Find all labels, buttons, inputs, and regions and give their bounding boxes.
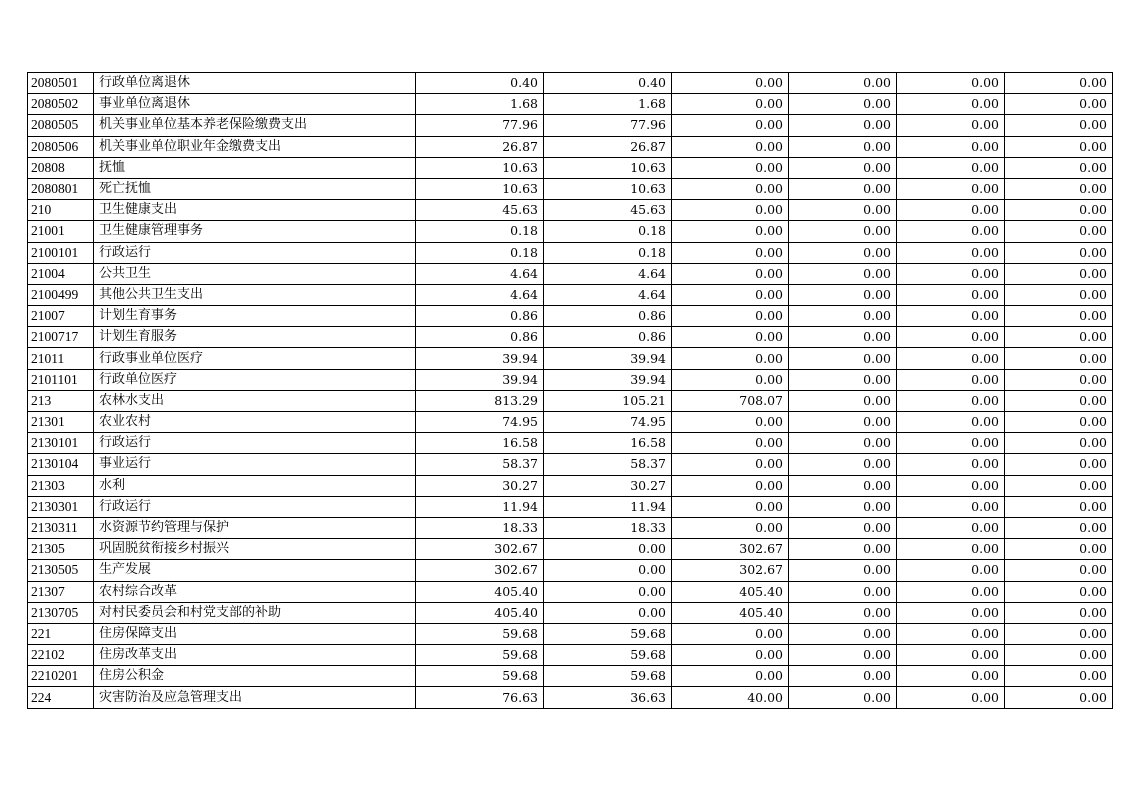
value-col-3-cell: 0.00 (672, 517, 789, 538)
value-col-5-cell: 0.00 (897, 560, 1005, 581)
account-name-cell: 对村民委员会和村党支部的补助 (94, 602, 416, 623)
value-col-4-cell: 0.00 (789, 263, 897, 284)
account-name-cell: 公共卫生 (94, 263, 416, 284)
value-col-2-cell: 0.00 (544, 581, 672, 602)
total-value-cell: 4.64 (416, 263, 544, 284)
account-code-cell: 2130101 (28, 433, 94, 454)
value-col-4-cell: 0.00 (789, 115, 897, 136)
account-name-cell: 住房保障支出 (94, 623, 416, 644)
account-name-cell: 生产发展 (94, 560, 416, 581)
value-col-2-cell: 58.37 (544, 454, 672, 475)
table-row (28, 348, 1113, 369)
budget-table-container (27, 72, 1113, 709)
total-value-cell: 58.37 (416, 454, 544, 475)
value-col-2-cell: 36.63 (544, 687, 672, 708)
value-col-6-cell: 0.00 (1005, 560, 1113, 581)
value-col-6-cell: 0.00 (1005, 645, 1113, 666)
table-row (28, 539, 1113, 560)
value-col-5-cell: 0.00 (897, 94, 1005, 115)
value-col-5-cell: 0.00 (897, 200, 1005, 221)
value-col-4-cell: 0.00 (789, 242, 897, 263)
total-value-cell: 76.63 (416, 687, 544, 708)
value-col-4-cell: 0.00 (789, 390, 897, 411)
table-row (28, 560, 1113, 581)
value-col-4-cell: 0.00 (789, 454, 897, 475)
total-value-cell: 0.18 (416, 221, 544, 242)
value-col-5-cell: 0.00 (897, 327, 1005, 348)
value-col-2-cell: 0.86 (544, 327, 672, 348)
total-value-cell: 45.63 (416, 200, 544, 221)
value-col-2-cell: 74.95 (544, 412, 672, 433)
table-row (28, 517, 1113, 538)
table-row (28, 221, 1113, 242)
table-row (28, 94, 1113, 115)
value-col-4-cell: 0.00 (789, 178, 897, 199)
value-col-5-cell: 0.00 (897, 475, 1005, 496)
value-col-4-cell: 0.00 (789, 221, 897, 242)
value-col-3-cell: 0.00 (672, 115, 789, 136)
value-col-4-cell: 0.00 (789, 645, 897, 666)
total-value-cell: 74.95 (416, 412, 544, 433)
value-col-6-cell: 0.00 (1005, 369, 1113, 390)
account-code-cell: 21301 (28, 412, 94, 433)
value-col-5-cell: 0.00 (897, 73, 1005, 94)
value-col-2-cell: 4.64 (544, 263, 672, 284)
account-name-cell: 巩固脱贫衔接乡村振兴 (94, 539, 416, 560)
account-code-cell: 21303 (28, 475, 94, 496)
value-col-6-cell: 0.00 (1005, 263, 1113, 284)
value-col-5-cell: 0.00 (897, 539, 1005, 560)
account-name-cell: 农业农村 (94, 412, 416, 433)
value-col-3-cell: 0.00 (672, 412, 789, 433)
value-col-6-cell: 0.00 (1005, 666, 1113, 687)
account-code-cell: 2130311 (28, 517, 94, 538)
total-value-cell: 4.64 (416, 284, 544, 305)
value-col-4-cell: 0.00 (789, 581, 897, 602)
account-name-cell: 住房公积金 (94, 666, 416, 687)
value-col-3-cell: 0.00 (672, 94, 789, 115)
total-value-cell: 1.68 (416, 94, 544, 115)
account-code-cell: 21307 (28, 581, 94, 602)
account-name-cell: 死亡抚恤 (94, 178, 416, 199)
total-value-cell: 0.40 (416, 73, 544, 94)
value-col-5-cell: 0.00 (897, 433, 1005, 454)
value-col-3-cell: 0.00 (672, 200, 789, 221)
value-col-2-cell: 1.68 (544, 94, 672, 115)
total-value-cell: 302.67 (416, 560, 544, 581)
account-code-cell: 2130301 (28, 496, 94, 517)
value-col-4-cell: 0.00 (789, 327, 897, 348)
value-col-2-cell: 0.00 (544, 560, 672, 581)
value-col-4-cell: 0.00 (789, 560, 897, 581)
account-name-cell: 抚恤 (94, 157, 416, 178)
value-col-2-cell: 30.27 (544, 475, 672, 496)
account-name-cell: 事业单位离退休 (94, 94, 416, 115)
value-col-6-cell: 0.00 (1005, 327, 1113, 348)
value-col-4-cell: 0.00 (789, 412, 897, 433)
account-code-cell: 221 (28, 623, 94, 644)
account-name-cell: 计划生育服务 (94, 327, 416, 348)
table-row (28, 645, 1113, 666)
account-code-cell: 2210201 (28, 666, 94, 687)
account-code-cell: 2130705 (28, 602, 94, 623)
value-col-4-cell: 0.00 (789, 517, 897, 538)
value-col-6-cell: 0.00 (1005, 348, 1113, 369)
account-name-cell: 灾害防治及应急管理支出 (94, 687, 416, 708)
value-col-3-cell: 302.67 (672, 560, 789, 581)
table-row (28, 178, 1113, 199)
account-name-cell: 行政运行 (94, 242, 416, 263)
value-col-3-cell: 0.00 (672, 306, 789, 327)
total-value-cell: 59.68 (416, 623, 544, 644)
value-col-5-cell: 0.00 (897, 369, 1005, 390)
total-value-cell: 405.40 (416, 602, 544, 623)
table-row (28, 73, 1113, 94)
value-col-5-cell: 0.00 (897, 348, 1005, 369)
value-col-5-cell: 0.00 (897, 687, 1005, 708)
account-name-cell: 行政运行 (94, 496, 416, 517)
value-col-6-cell: 0.00 (1005, 517, 1113, 538)
table-row (28, 115, 1113, 136)
account-code-cell: 224 (28, 687, 94, 708)
value-col-6-cell: 0.00 (1005, 284, 1113, 305)
value-col-4-cell: 0.00 (789, 602, 897, 623)
account-name-cell: 机关事业单位职业年金缴费支出 (94, 136, 416, 157)
value-col-4-cell: 0.00 (789, 666, 897, 687)
value-col-3-cell: 708.07 (672, 390, 789, 411)
value-col-5-cell: 0.00 (897, 517, 1005, 538)
value-col-6-cell: 0.00 (1005, 136, 1113, 157)
budget-table (27, 72, 1113, 709)
value-col-3-cell: 0.00 (672, 327, 789, 348)
account-code-cell: 210 (28, 200, 94, 221)
total-value-cell: 16.58 (416, 433, 544, 454)
account-name-cell: 行政运行 (94, 433, 416, 454)
value-col-3-cell: 0.00 (672, 348, 789, 369)
value-col-6-cell: 0.00 (1005, 242, 1113, 263)
value-col-3-cell: 0.00 (672, 475, 789, 496)
value-col-6-cell: 0.00 (1005, 390, 1113, 411)
account-name-cell: 住房改革支出 (94, 645, 416, 666)
total-value-cell: 405.40 (416, 581, 544, 602)
value-col-3-cell: 0.00 (672, 496, 789, 517)
value-col-3-cell: 302.67 (672, 539, 789, 560)
table-row (28, 263, 1113, 284)
account-name-cell: 计划生育事务 (94, 306, 416, 327)
value-col-4-cell: 0.00 (789, 200, 897, 221)
table-row (28, 157, 1113, 178)
value-col-5-cell: 0.00 (897, 412, 1005, 433)
value-col-5-cell: 0.00 (897, 115, 1005, 136)
value-col-6-cell: 0.00 (1005, 454, 1113, 475)
value-col-6-cell: 0.00 (1005, 475, 1113, 496)
account-name-cell: 卫生健康支出 (94, 200, 416, 221)
total-value-cell: 30.27 (416, 475, 544, 496)
value-col-3-cell: 0.00 (672, 645, 789, 666)
value-col-2-cell: 18.33 (544, 517, 672, 538)
value-col-2-cell: 0.00 (544, 602, 672, 623)
account-code-cell: 2130104 (28, 454, 94, 475)
value-col-5-cell: 0.00 (897, 263, 1005, 284)
value-col-3-cell: 0.00 (672, 73, 789, 94)
value-col-6-cell: 0.00 (1005, 496, 1113, 517)
value-col-6-cell: 0.00 (1005, 623, 1113, 644)
value-col-2-cell: 26.87 (544, 136, 672, 157)
value-col-2-cell: 0.18 (544, 221, 672, 242)
total-value-cell: 39.94 (416, 369, 544, 390)
value-col-6-cell: 0.00 (1005, 412, 1113, 433)
total-value-cell: 59.68 (416, 645, 544, 666)
value-col-5-cell: 0.00 (897, 306, 1005, 327)
value-col-5-cell: 0.00 (897, 666, 1005, 687)
total-value-cell: 18.33 (416, 517, 544, 538)
value-col-5-cell: 0.00 (897, 136, 1005, 157)
value-col-2-cell: 0.00 (544, 539, 672, 560)
account-code-cell: 21305 (28, 539, 94, 560)
account-name-cell: 农林水支出 (94, 390, 416, 411)
table-row (28, 390, 1113, 411)
account-name-cell: 行政单位医疗 (94, 369, 416, 390)
value-col-4-cell: 0.00 (789, 348, 897, 369)
table-row (28, 623, 1113, 644)
total-value-cell: 0.86 (416, 306, 544, 327)
value-col-4-cell: 0.00 (789, 539, 897, 560)
table-row (28, 496, 1113, 517)
account-code-cell: 2080501 (28, 73, 94, 94)
account-code-cell: 2080505 (28, 115, 94, 136)
value-col-5-cell: 0.00 (897, 157, 1005, 178)
account-code-cell: 2130505 (28, 560, 94, 581)
value-col-2-cell: 59.68 (544, 666, 672, 687)
value-col-2-cell: 45.63 (544, 200, 672, 221)
table-row (28, 687, 1113, 708)
value-col-2-cell: 0.40 (544, 73, 672, 94)
account-code-cell: 2101101 (28, 369, 94, 390)
total-value-cell: 813.29 (416, 390, 544, 411)
account-name-cell: 水利 (94, 475, 416, 496)
value-col-5-cell: 0.00 (897, 178, 1005, 199)
account-code-cell: 2080502 (28, 94, 94, 115)
table-row (28, 581, 1113, 602)
value-col-4-cell: 0.00 (789, 369, 897, 390)
account-name-cell: 事业运行 (94, 454, 416, 475)
value-col-3-cell: 0.00 (672, 284, 789, 305)
value-col-6-cell: 0.00 (1005, 94, 1113, 115)
value-col-3-cell: 0.00 (672, 433, 789, 454)
value-col-5-cell: 0.00 (897, 221, 1005, 242)
total-value-cell: 11.94 (416, 496, 544, 517)
account-code-cell: 2100717 (28, 327, 94, 348)
value-col-2-cell: 39.94 (544, 348, 672, 369)
account-code-cell: 2080801 (28, 178, 94, 199)
value-col-4-cell: 0.00 (789, 475, 897, 496)
account-code-cell: 2100101 (28, 242, 94, 263)
value-col-2-cell: 0.18 (544, 242, 672, 263)
value-col-4-cell: 0.00 (789, 687, 897, 708)
value-col-6-cell: 0.00 (1005, 602, 1113, 623)
value-col-2-cell: 105.21 (544, 390, 672, 411)
total-value-cell: 0.86 (416, 327, 544, 348)
value-col-5-cell: 0.00 (897, 454, 1005, 475)
value-col-2-cell: 10.63 (544, 157, 672, 178)
account-code-cell: 22102 (28, 645, 94, 666)
value-col-3-cell: 0.00 (672, 666, 789, 687)
total-value-cell: 10.63 (416, 157, 544, 178)
account-code-cell: 20808 (28, 157, 94, 178)
value-col-6-cell: 0.00 (1005, 221, 1113, 242)
value-col-6-cell: 0.00 (1005, 433, 1113, 454)
value-col-5-cell: 0.00 (897, 623, 1005, 644)
table-row (28, 602, 1113, 623)
value-col-5-cell: 0.00 (897, 242, 1005, 263)
table-row (28, 475, 1113, 496)
value-col-2-cell: 59.68 (544, 623, 672, 644)
account-name-cell: 农村综合改革 (94, 581, 416, 602)
value-col-6-cell: 0.00 (1005, 157, 1113, 178)
value-col-3-cell: 0.00 (672, 242, 789, 263)
value-col-2-cell: 59.68 (544, 645, 672, 666)
value-col-3-cell: 0.00 (672, 221, 789, 242)
table-row (28, 306, 1113, 327)
value-col-3-cell: 0.00 (672, 369, 789, 390)
value-col-2-cell: 16.58 (544, 433, 672, 454)
value-col-5-cell: 0.00 (897, 496, 1005, 517)
value-col-3-cell: 0.00 (672, 178, 789, 199)
value-col-5-cell: 0.00 (897, 645, 1005, 666)
table-row (28, 200, 1113, 221)
total-value-cell: 10.63 (416, 178, 544, 199)
value-col-6-cell: 0.00 (1005, 200, 1113, 221)
table-row (28, 327, 1113, 348)
value-col-6-cell: 0.00 (1005, 539, 1113, 560)
account-code-cell: 21007 (28, 306, 94, 327)
account-code-cell: 2080506 (28, 136, 94, 157)
total-value-cell: 77.96 (416, 115, 544, 136)
table-row (28, 412, 1113, 433)
value-col-5-cell: 0.00 (897, 284, 1005, 305)
account-code-cell: 21001 (28, 221, 94, 242)
value-col-2-cell: 77.96 (544, 115, 672, 136)
value-col-3-cell: 0.00 (672, 454, 789, 475)
value-col-6-cell: 0.00 (1005, 306, 1113, 327)
value-col-4-cell: 0.00 (789, 306, 897, 327)
value-col-4-cell: 0.00 (789, 496, 897, 517)
total-value-cell: 302.67 (416, 539, 544, 560)
value-col-3-cell: 40.00 (672, 687, 789, 708)
table-row (28, 242, 1113, 263)
value-col-2-cell: 39.94 (544, 369, 672, 390)
value-col-4-cell: 0.00 (789, 433, 897, 454)
value-col-3-cell: 0.00 (672, 263, 789, 284)
value-col-4-cell: 0.00 (789, 94, 897, 115)
account-name-cell: 其他公共卫生支出 (94, 284, 416, 305)
table-row (28, 666, 1113, 687)
account-code-cell: 21011 (28, 348, 94, 369)
value-col-6-cell: 0.00 (1005, 115, 1113, 136)
value-col-2-cell: 0.86 (544, 306, 672, 327)
value-col-3-cell: 405.40 (672, 602, 789, 623)
value-col-3-cell: 0.00 (672, 157, 789, 178)
value-col-4-cell: 0.00 (789, 157, 897, 178)
value-col-3-cell: 0.00 (672, 136, 789, 157)
value-col-5-cell: 0.00 (897, 602, 1005, 623)
table-row (28, 136, 1113, 157)
value-col-6-cell: 0.00 (1005, 178, 1113, 199)
account-name-cell: 卫生健康管理事务 (94, 221, 416, 242)
value-col-4-cell: 0.00 (789, 623, 897, 644)
value-col-6-cell: 0.00 (1005, 687, 1113, 708)
account-name-cell: 水资源节约管理与保护 (94, 517, 416, 538)
value-col-2-cell: 10.63 (544, 178, 672, 199)
total-value-cell: 59.68 (416, 666, 544, 687)
value-col-2-cell: 11.94 (544, 496, 672, 517)
account-name-cell: 行政单位离退休 (94, 73, 416, 94)
table-body (28, 73, 1113, 709)
account-name-cell: 机关事业单位基本养老保险缴费支出 (94, 115, 416, 136)
value-col-5-cell: 0.00 (897, 581, 1005, 602)
value-col-6-cell: 0.00 (1005, 73, 1113, 94)
value-col-5-cell: 0.00 (897, 390, 1005, 411)
account-code-cell: 213 (28, 390, 94, 411)
account-code-cell: 2100499 (28, 284, 94, 305)
value-col-4-cell: 0.00 (789, 284, 897, 305)
value-col-4-cell: 0.00 (789, 73, 897, 94)
total-value-cell: 39.94 (416, 348, 544, 369)
value-col-4-cell: 0.00 (789, 136, 897, 157)
value-col-3-cell: 405.40 (672, 581, 789, 602)
value-col-3-cell: 0.00 (672, 623, 789, 644)
table-row (28, 284, 1113, 305)
value-col-2-cell: 4.64 (544, 284, 672, 305)
total-value-cell: 0.18 (416, 242, 544, 263)
table-row (28, 454, 1113, 475)
account-code-cell: 21004 (28, 263, 94, 284)
account-name-cell: 行政事业单位医疗 (94, 348, 416, 369)
total-value-cell: 26.87 (416, 136, 544, 157)
value-col-6-cell: 0.00 (1005, 581, 1113, 602)
table-row (28, 369, 1113, 390)
table-row (28, 433, 1113, 454)
